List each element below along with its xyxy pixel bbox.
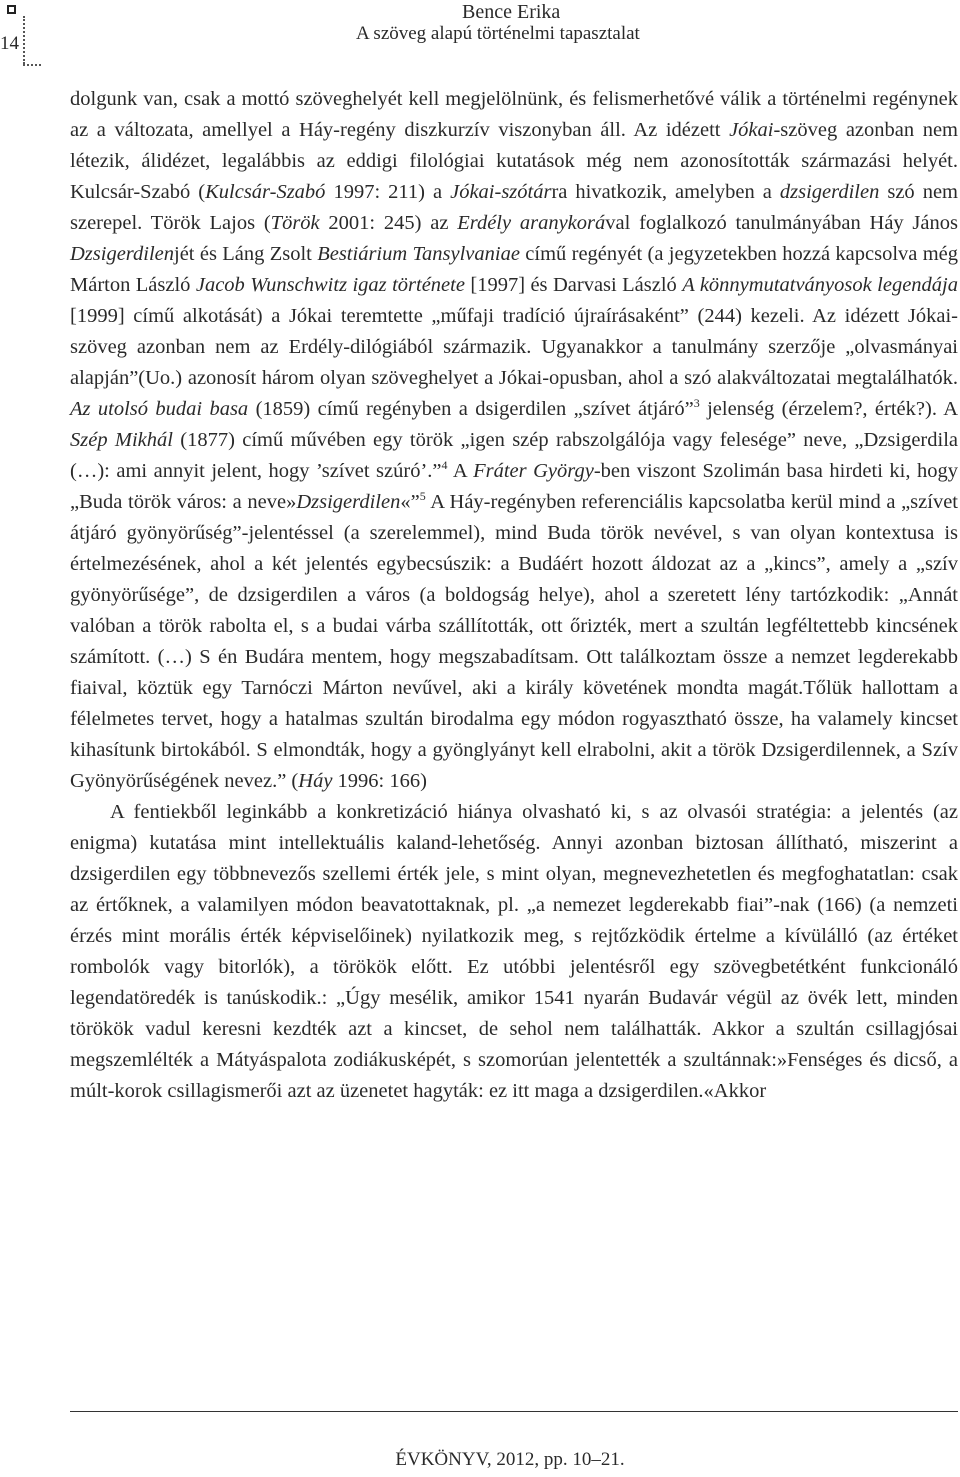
italic-run: Jacob Wunschwitz igaz története	[195, 274, 465, 296]
text-run: 1996: 166)	[332, 770, 427, 792]
corner-square-mark	[7, 5, 16, 14]
italic-run: Erdély aranykorá	[457, 212, 606, 234]
paragraph-2	[70, 797, 958, 1107]
text-run: A Háy-regényben referenciális kapcsolatba kerül mind a „szívet átjáró gyönyörűség”-jelentéssel (a szerelemmel), mind Buda török nevével, s van olyan kontextusa is értelmezésének, ahol a két jelentés egybecsúszik: a Budáért hozott áldozat az a „kincs”, amely a „szív gyönyörűsége”, de dzsigerdilen a város (a boldogság helye), ahol a szeretett lény tartózkodik: „Annát valóban a török rabolta el, s a budai várba szállították, ott őrizték, mert a szultán legféltettebb kincsének számított. (…) S én Budára mentem, hogy megszabadítsam. Ott találkoztam össze a nemzet legderekabb fiaival, köztük egy Tarnóczi Márton nevűvel, aki a király követének mondta magát.Tőlük hallottam a félelmetes tervet, hogy a hatalmas szultán birodalma egy módon rogyasztható össze, ha valamely kincset kihasítunk birtokából. S elmondták, hogy a gyönglyányt kell elrabolni, akit a török Dzsigerdilennek, a Szív Gyönyörűségének nevez.” (	[70, 491, 958, 792]
italic-run: dzsigerdilen	[779, 181, 880, 203]
text-run: -ben viszont Szolimán basa hirdeti ki, hogy „Buda török város: a neve»	[70, 460, 958, 513]
italic-run: Háy	[298, 770, 333, 792]
footnote-ref: 4	[441, 458, 448, 473]
italic-run: Török	[270, 212, 320, 234]
text-run: 2001: 245) az	[319, 212, 458, 234]
text-run: jelenség (érzelem?, érték?). A	[699, 398, 959, 420]
running-header-title: A szöveg alapú történelmi tapasztalat	[356, 23, 640, 44]
text-run: (1859) című regényben a dsigerdilen „szívet átjáró”	[248, 398, 694, 420]
italic-run: Kulcsár-Szabó	[205, 181, 326, 203]
text-run: szó nem szerepel. Török Lajos (	[70, 181, 958, 234]
italic-run: Fráter György	[473, 460, 594, 482]
italic-run: Dzsigerdilen	[296, 491, 401, 513]
italic-run: Az utolsó budai basa	[70, 398, 249, 420]
text-run: «”	[400, 491, 420, 513]
text-run: ra hivatkozik, amelyben a	[551, 181, 780, 203]
text-run: jét és Láng Zsolt	[174, 243, 318, 265]
italic-run: Szép Mikhál	[70, 429, 173, 451]
italic-run: A könnymutatványosok legendája	[682, 274, 958, 296]
text-run: -szöveg azonban nem létezik, álidézet, legalábbis az eddigi filológiai kutatások még nem azonosították származási helyét. Kulcsár-Szabó (	[70, 119, 959, 203]
running-header-author: Bence Erika	[462, 1, 561, 23]
italic-run: Dzsigerdilen	[70, 243, 175, 265]
text-run: 1997: 211) a	[325, 181, 451, 203]
text-run: [1997] és Darvasi László	[464, 274, 683, 296]
footnote-ref: 3	[693, 396, 700, 411]
page-number: 14	[0, 33, 19, 54]
footnote-ref: 5	[419, 489, 426, 504]
italic-run: Jókai	[729, 119, 774, 141]
italic-run: Jókai-szótár	[450, 181, 552, 203]
text-run: (1877) című művében egy török „igen szép rabszolgálója vagy felesége” neve, „Dzsigerdila (…): ami annyit jelent, hogy ’szívet szúró’.”	[70, 429, 958, 482]
margin-dotted-line-vertical	[23, 16, 25, 64]
footer-citation: ÉVKÖNYV, 2012, pp. 10–21.	[395, 1449, 625, 1470]
italic-run: Bestiárium Tansylvaniae	[317, 243, 520, 265]
text-run: A fentiekből leginkább a konkretizáció hiánya olvasható ki, s az olvasói stratégia: a jelentés (az enigma) kutatása mint intellektuális kaland-lehetőség. Annyi azonban biztosan állítható, miszerint a dzsigerdilen egy többnevezős szellemi érték jele, s mint olyan, megnevezhetetlen és megfoghatatlan: csak az értőknek, a valamilyen módon beavatottaknak, pl. „a nemezet legderekabb fiai”-nak (166) (a nemzeti érzés mint morális érték képviselőinek) nyilatkozik meg, s rejtőzködik értelme a kívülálló (az értéket rombolók vagy bitorlók), a törökök előtt. Ez utóbbi jelentésről egy szövegbetétként funkcionáló legendatöredék is tanúskodik.: „Úgy mesélik, amikor 1541 nyarán Budavár végül az övék lett, minden törökök vadul keresni kezdték azt a kincset, de sehol nem találhatták. Akkor a szultán csillagjósai megszemlélték a Mátyáspalota zodiákusképét, s szomorúan jelentették a szultánnak:»Fenséges és dicső, a múlt-korok csillagismerői azt az üzenetet hagyták: ez itt maga a dzsigerdilen.«Akkor	[70, 801, 958, 1102]
text-run: című regényét (a jegyzetekben hozzá kapcsolva még Márton László	[70, 243, 958, 296]
text-run: [1999] című alkotását) a Jókai teremtette „műfaji tradíció újraírásaként” (244) kezeli. Az idézett Jókai-szöveg azonban nem az Erdély-dilógiából származik. Ugyanakkor a tanulmány szerzője „olvasmányai alapján”(Uo.) azonosít három olyan szöveghelyet a Jókai-opusban, ahol a szó alakváltozatai megtalálhatók.	[70, 305, 958, 389]
footer-divider	[70, 1411, 958, 1412]
paragraph-1	[70, 84, 958, 797]
text-run: dolgunk van, csak a mottó szöveghelyét kell megjelölnünk, és felismerhetővé válik a történelmi regénynek az a változata, amellyel a Háy-regény diszkurzív viszonyban áll. Az idézett	[70, 88, 958, 141]
body-text	[70, 84, 958, 1107]
text-run: A	[447, 460, 474, 482]
margin-dotted-line-horizontal	[23, 64, 41, 66]
text-run: val foglalkozó tanulmányában Háy János	[605, 212, 958, 234]
